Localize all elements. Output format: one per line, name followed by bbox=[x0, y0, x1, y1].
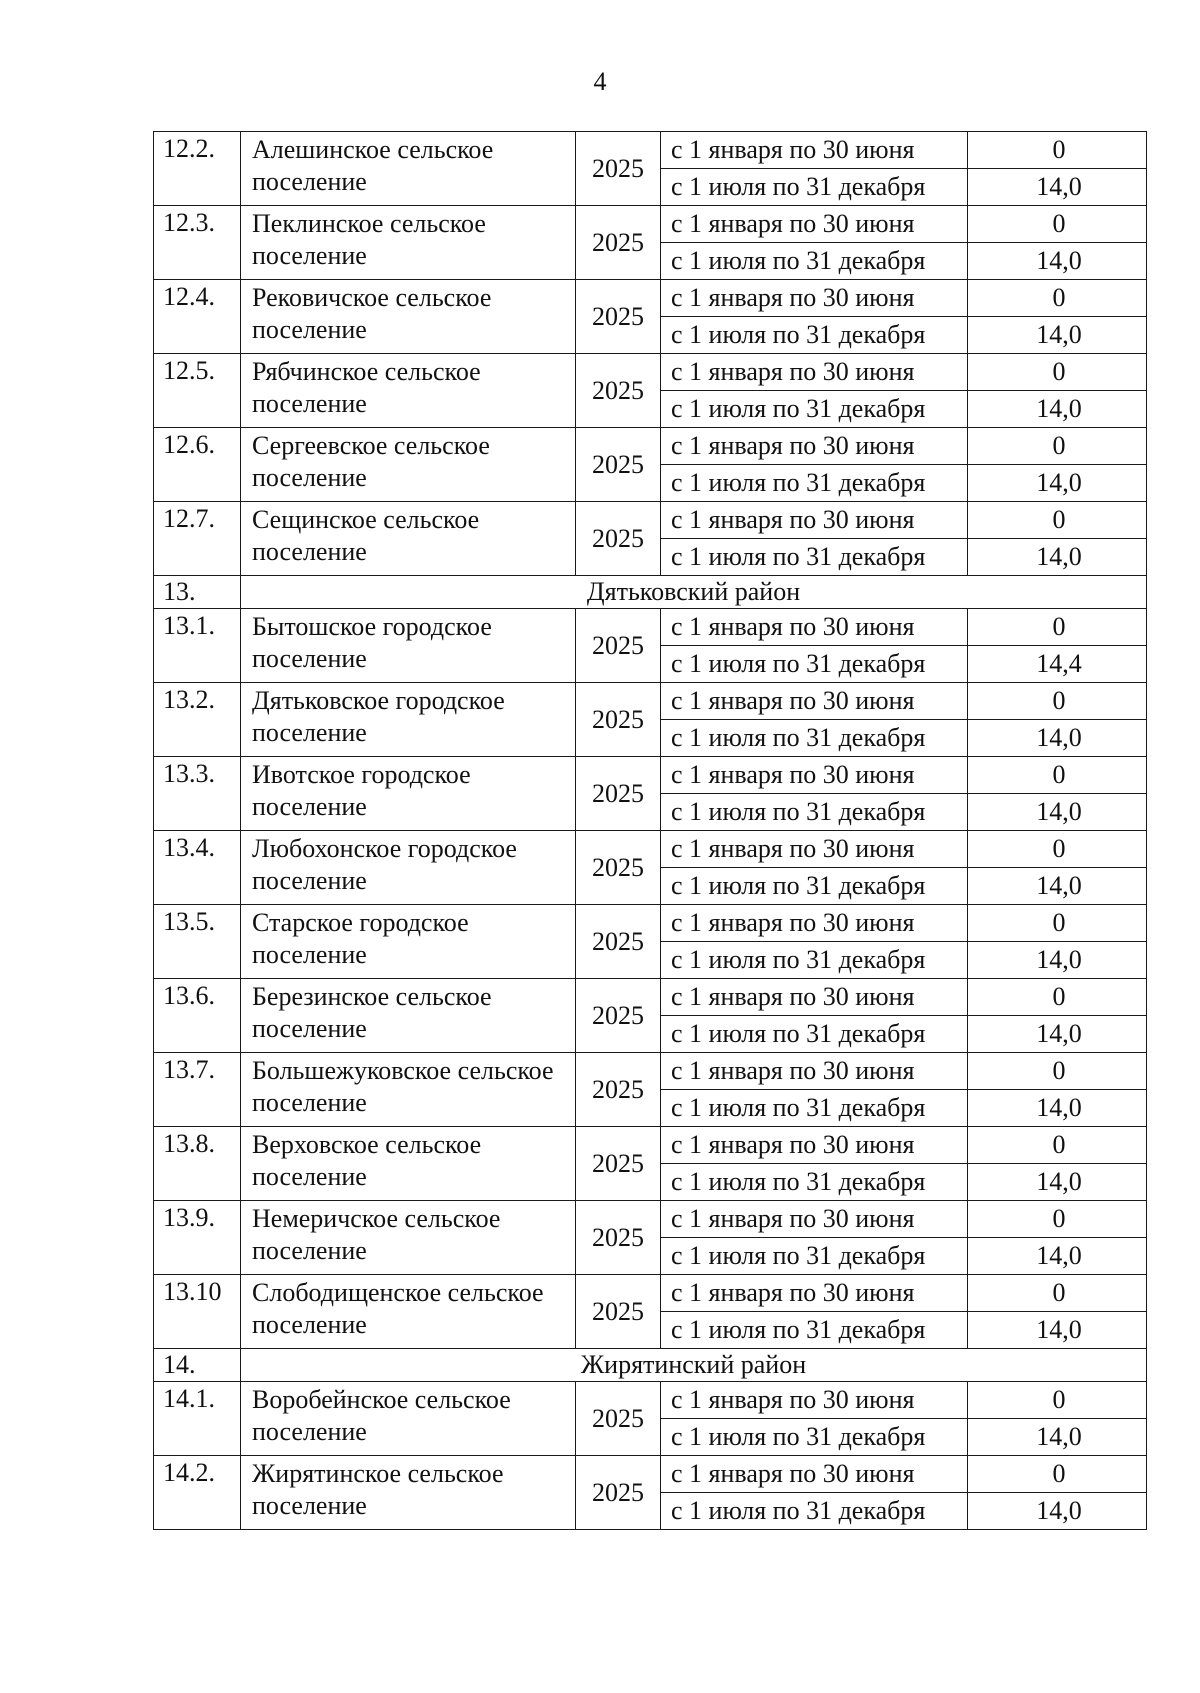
table-row bbox=[154, 1382, 1147, 1419]
rate-value: 0 bbox=[968, 280, 1147, 317]
rate-value: 14,0 bbox=[968, 942, 1147, 979]
table-row bbox=[154, 1201, 1147, 1238]
row-number: 12.5. bbox=[154, 354, 241, 428]
rate-value: 0 bbox=[968, 831, 1147, 868]
period-label: с 1 января по 30 июня bbox=[661, 683, 968, 720]
settlement-name: Воробейнское сельское поселение bbox=[241, 1382, 576, 1456]
year-cell: 2025 bbox=[576, 280, 661, 354]
period-label: с 1 января по 30 июня bbox=[661, 502, 968, 539]
year-cell: 2025 bbox=[576, 905, 661, 979]
rate-value: 14,0 bbox=[968, 794, 1147, 831]
rate-value: 14,0 bbox=[968, 317, 1147, 354]
table-row bbox=[154, 831, 1147, 868]
table-row bbox=[154, 1127, 1147, 1164]
district-row bbox=[154, 576, 1147, 609]
rate-value: 0 bbox=[968, 979, 1147, 1016]
rate-value: 0 bbox=[968, 428, 1147, 465]
year-cell: 2025 bbox=[576, 1382, 661, 1456]
year-cell: 2025 bbox=[576, 1127, 661, 1201]
rate-value: 14,0 bbox=[968, 243, 1147, 280]
row-number: 12.6. bbox=[154, 428, 241, 502]
period-label: с 1 января по 30 июня bbox=[661, 609, 968, 646]
settlement-name: Любохонское городское поселение bbox=[241, 831, 576, 905]
row-number: 12.4. bbox=[154, 280, 241, 354]
period-label: с 1 июля по 31 декабря bbox=[661, 539, 968, 576]
settlement-name: Дятьковское городское поселение bbox=[241, 683, 576, 757]
period-label: с 1 июля по 31 декабря bbox=[661, 1090, 968, 1127]
period-label: с 1 января по 30 июня bbox=[661, 979, 968, 1016]
period-label: с 1 января по 30 июня bbox=[661, 1127, 968, 1164]
row-number: 12.2. bbox=[154, 132, 241, 206]
row-number: 13.10 bbox=[154, 1275, 241, 1349]
row-number: 13.7. bbox=[154, 1053, 241, 1127]
settlement-name: Ивотское городское поселение bbox=[241, 757, 576, 831]
settlement-name: Слободищенское сельское поселение bbox=[241, 1275, 576, 1349]
period-label: с 1 июля по 31 декабря bbox=[661, 794, 968, 831]
period-label: с 1 июля по 31 декабря bbox=[661, 942, 968, 979]
rate-value: 14,0 bbox=[968, 1493, 1147, 1530]
period-label: с 1 июля по 31 декабря bbox=[661, 868, 968, 905]
settlement-name: Жирятинское сельское поселение bbox=[241, 1456, 576, 1530]
table-row bbox=[154, 206, 1147, 243]
period-label: с 1 января по 30 июня bbox=[661, 280, 968, 317]
district-row bbox=[154, 1349, 1147, 1382]
period-label: с 1 июля по 31 декабря bbox=[661, 646, 968, 683]
table-row bbox=[154, 502, 1147, 539]
settlement-rates-table bbox=[153, 131, 1147, 1530]
rate-value: 0 bbox=[968, 905, 1147, 942]
rate-value: 14,0 bbox=[968, 1164, 1147, 1201]
period-label: с 1 января по 30 июня bbox=[661, 1456, 968, 1493]
rate-value: 14,0 bbox=[968, 391, 1147, 428]
period-label: с 1 июля по 31 декабря bbox=[661, 317, 968, 354]
table-row bbox=[154, 757, 1147, 794]
period-label: с 1 января по 30 июня bbox=[661, 1201, 968, 1238]
page-number: 4 bbox=[593, 67, 607, 96]
year-cell: 2025 bbox=[576, 206, 661, 280]
settlement-name: Старское городское поселение bbox=[241, 905, 576, 979]
period-label: с 1 июля по 31 декабря bbox=[661, 1164, 968, 1201]
period-label: с 1 января по 30 июня bbox=[661, 428, 968, 465]
period-label: с 1 января по 30 июня bbox=[661, 354, 968, 391]
row-number: 12.3. bbox=[154, 206, 241, 280]
row-number: 13.8. bbox=[154, 1127, 241, 1201]
table-row bbox=[154, 609, 1147, 646]
rate-value: 0 bbox=[968, 132, 1147, 169]
period-label: с 1 июля по 31 декабря bbox=[661, 1016, 968, 1053]
rate-value: 0 bbox=[968, 1382, 1147, 1419]
settlement-name: Большежуковское сельское поселение bbox=[241, 1053, 576, 1127]
year-cell: 2025 bbox=[576, 979, 661, 1053]
period-label: с 1 июля по 31 декабря bbox=[661, 720, 968, 757]
period-label: с 1 июля по 31 декабря bbox=[661, 391, 968, 428]
period-label: с 1 июля по 31 декабря bbox=[661, 1493, 968, 1530]
table-row bbox=[154, 280, 1147, 317]
rate-value: 14,0 bbox=[968, 539, 1147, 576]
rate-value: 14,0 bbox=[968, 1312, 1147, 1349]
district-name: Дятьковский район bbox=[241, 576, 1147, 609]
year-cell: 2025 bbox=[576, 683, 661, 757]
rate-value: 0 bbox=[968, 609, 1147, 646]
year-cell: 2025 bbox=[576, 502, 661, 576]
rate-value: 0 bbox=[968, 1053, 1147, 1090]
settlement-name: Березинское сельское поселение bbox=[241, 979, 576, 1053]
settlement-name: Сещинское сельское поселение bbox=[241, 502, 576, 576]
year-cell: 2025 bbox=[576, 831, 661, 905]
rate-value: 0 bbox=[968, 354, 1147, 391]
period-label: с 1 июля по 31 декабря bbox=[661, 1419, 968, 1456]
table-row bbox=[154, 132, 1147, 169]
rate-value: 0 bbox=[968, 1275, 1147, 1312]
row-number: 13.2. bbox=[154, 683, 241, 757]
period-label: с 1 января по 30 июня bbox=[661, 757, 968, 794]
row-number: 13.3. bbox=[154, 757, 241, 831]
rate-value: 14,0 bbox=[968, 868, 1147, 905]
table-row bbox=[154, 979, 1147, 1016]
year-cell: 2025 bbox=[576, 132, 661, 206]
period-label: с 1 июля по 31 декабря bbox=[661, 243, 968, 280]
rate-value: 0 bbox=[968, 757, 1147, 794]
row-number: 13.9. bbox=[154, 1201, 241, 1275]
settlement-name: Немеричское сельское поселение bbox=[241, 1201, 576, 1275]
row-number: 14.1. bbox=[154, 1382, 241, 1456]
period-label: с 1 июля по 31 декабря bbox=[661, 169, 968, 206]
period-label: с 1 января по 30 июня bbox=[661, 1053, 968, 1090]
table-row bbox=[154, 1275, 1147, 1312]
settlement-name: Рековичское сельское поселение bbox=[241, 280, 576, 354]
year-cell: 2025 bbox=[576, 1053, 661, 1127]
district-number: 14. bbox=[154, 1349, 241, 1382]
period-label: с 1 января по 30 июня bbox=[661, 206, 968, 243]
settlement-name: Бытошское городское поселение bbox=[241, 609, 576, 683]
period-label: с 1 июля по 31 декабря bbox=[661, 465, 968, 502]
table-row bbox=[154, 428, 1147, 465]
rate-value: 0 bbox=[968, 502, 1147, 539]
year-cell: 2025 bbox=[576, 1275, 661, 1349]
period-label: с 1 января по 30 июня bbox=[661, 1382, 968, 1419]
table-body bbox=[154, 132, 1147, 1530]
period-label: с 1 января по 30 июня bbox=[661, 831, 968, 868]
period-label: с 1 января по 30 июня bbox=[661, 1275, 968, 1312]
row-number: 14.2. bbox=[154, 1456, 241, 1530]
rate-value: 14,0 bbox=[968, 1238, 1147, 1275]
table-row bbox=[154, 905, 1147, 942]
period-label: с 1 июля по 31 декабря bbox=[661, 1312, 968, 1349]
rate-value: 0 bbox=[968, 683, 1147, 720]
rate-value: 0 bbox=[968, 1456, 1147, 1493]
year-cell: 2025 bbox=[576, 1201, 661, 1275]
table-row bbox=[154, 1053, 1147, 1090]
year-cell: 2025 bbox=[576, 354, 661, 428]
rate-value: 14,0 bbox=[968, 720, 1147, 757]
table-row bbox=[154, 683, 1147, 720]
period-label: с 1 июля по 31 декабря bbox=[661, 1238, 968, 1275]
settlement-name: Пеклинское сельское поселение bbox=[241, 206, 576, 280]
row-number: 13.4. bbox=[154, 831, 241, 905]
settlement-name: Сергеевское сельское поселение bbox=[241, 428, 576, 502]
table-row bbox=[154, 1456, 1147, 1493]
rate-value: 0 bbox=[968, 206, 1147, 243]
row-number: 13.6. bbox=[154, 979, 241, 1053]
rate-value: 14,0 bbox=[968, 1419, 1147, 1456]
settlement-name: Верховское сельское поселение bbox=[241, 1127, 576, 1201]
settlement-name: Рябчинское сельское поселение bbox=[241, 354, 576, 428]
year-cell: 2025 bbox=[576, 757, 661, 831]
rate-value: 14,0 bbox=[968, 169, 1147, 206]
rate-value: 14,0 bbox=[968, 465, 1147, 502]
table-row bbox=[154, 354, 1147, 391]
settlement-name: Алешинское сельское поселение bbox=[241, 132, 576, 206]
year-cell: 2025 bbox=[576, 428, 661, 502]
row-number: 13.1. bbox=[154, 609, 241, 683]
district-number: 13. bbox=[154, 576, 241, 609]
rate-value: 14,0 bbox=[968, 1016, 1147, 1053]
row-number: 12.7. bbox=[154, 502, 241, 576]
row-number: 13.5. bbox=[154, 905, 241, 979]
rate-value: 0 bbox=[968, 1201, 1147, 1238]
year-cell: 2025 bbox=[576, 609, 661, 683]
rate-value: 14,0 bbox=[968, 1090, 1147, 1127]
district-name: Жирятинский район bbox=[241, 1349, 1147, 1382]
period-label: с 1 января по 30 июня bbox=[661, 132, 968, 169]
rate-value: 0 bbox=[968, 1127, 1147, 1164]
rate-value: 14,4 bbox=[968, 646, 1147, 683]
period-label: с 1 января по 30 июня bbox=[661, 905, 968, 942]
year-cell: 2025 bbox=[576, 1456, 661, 1530]
